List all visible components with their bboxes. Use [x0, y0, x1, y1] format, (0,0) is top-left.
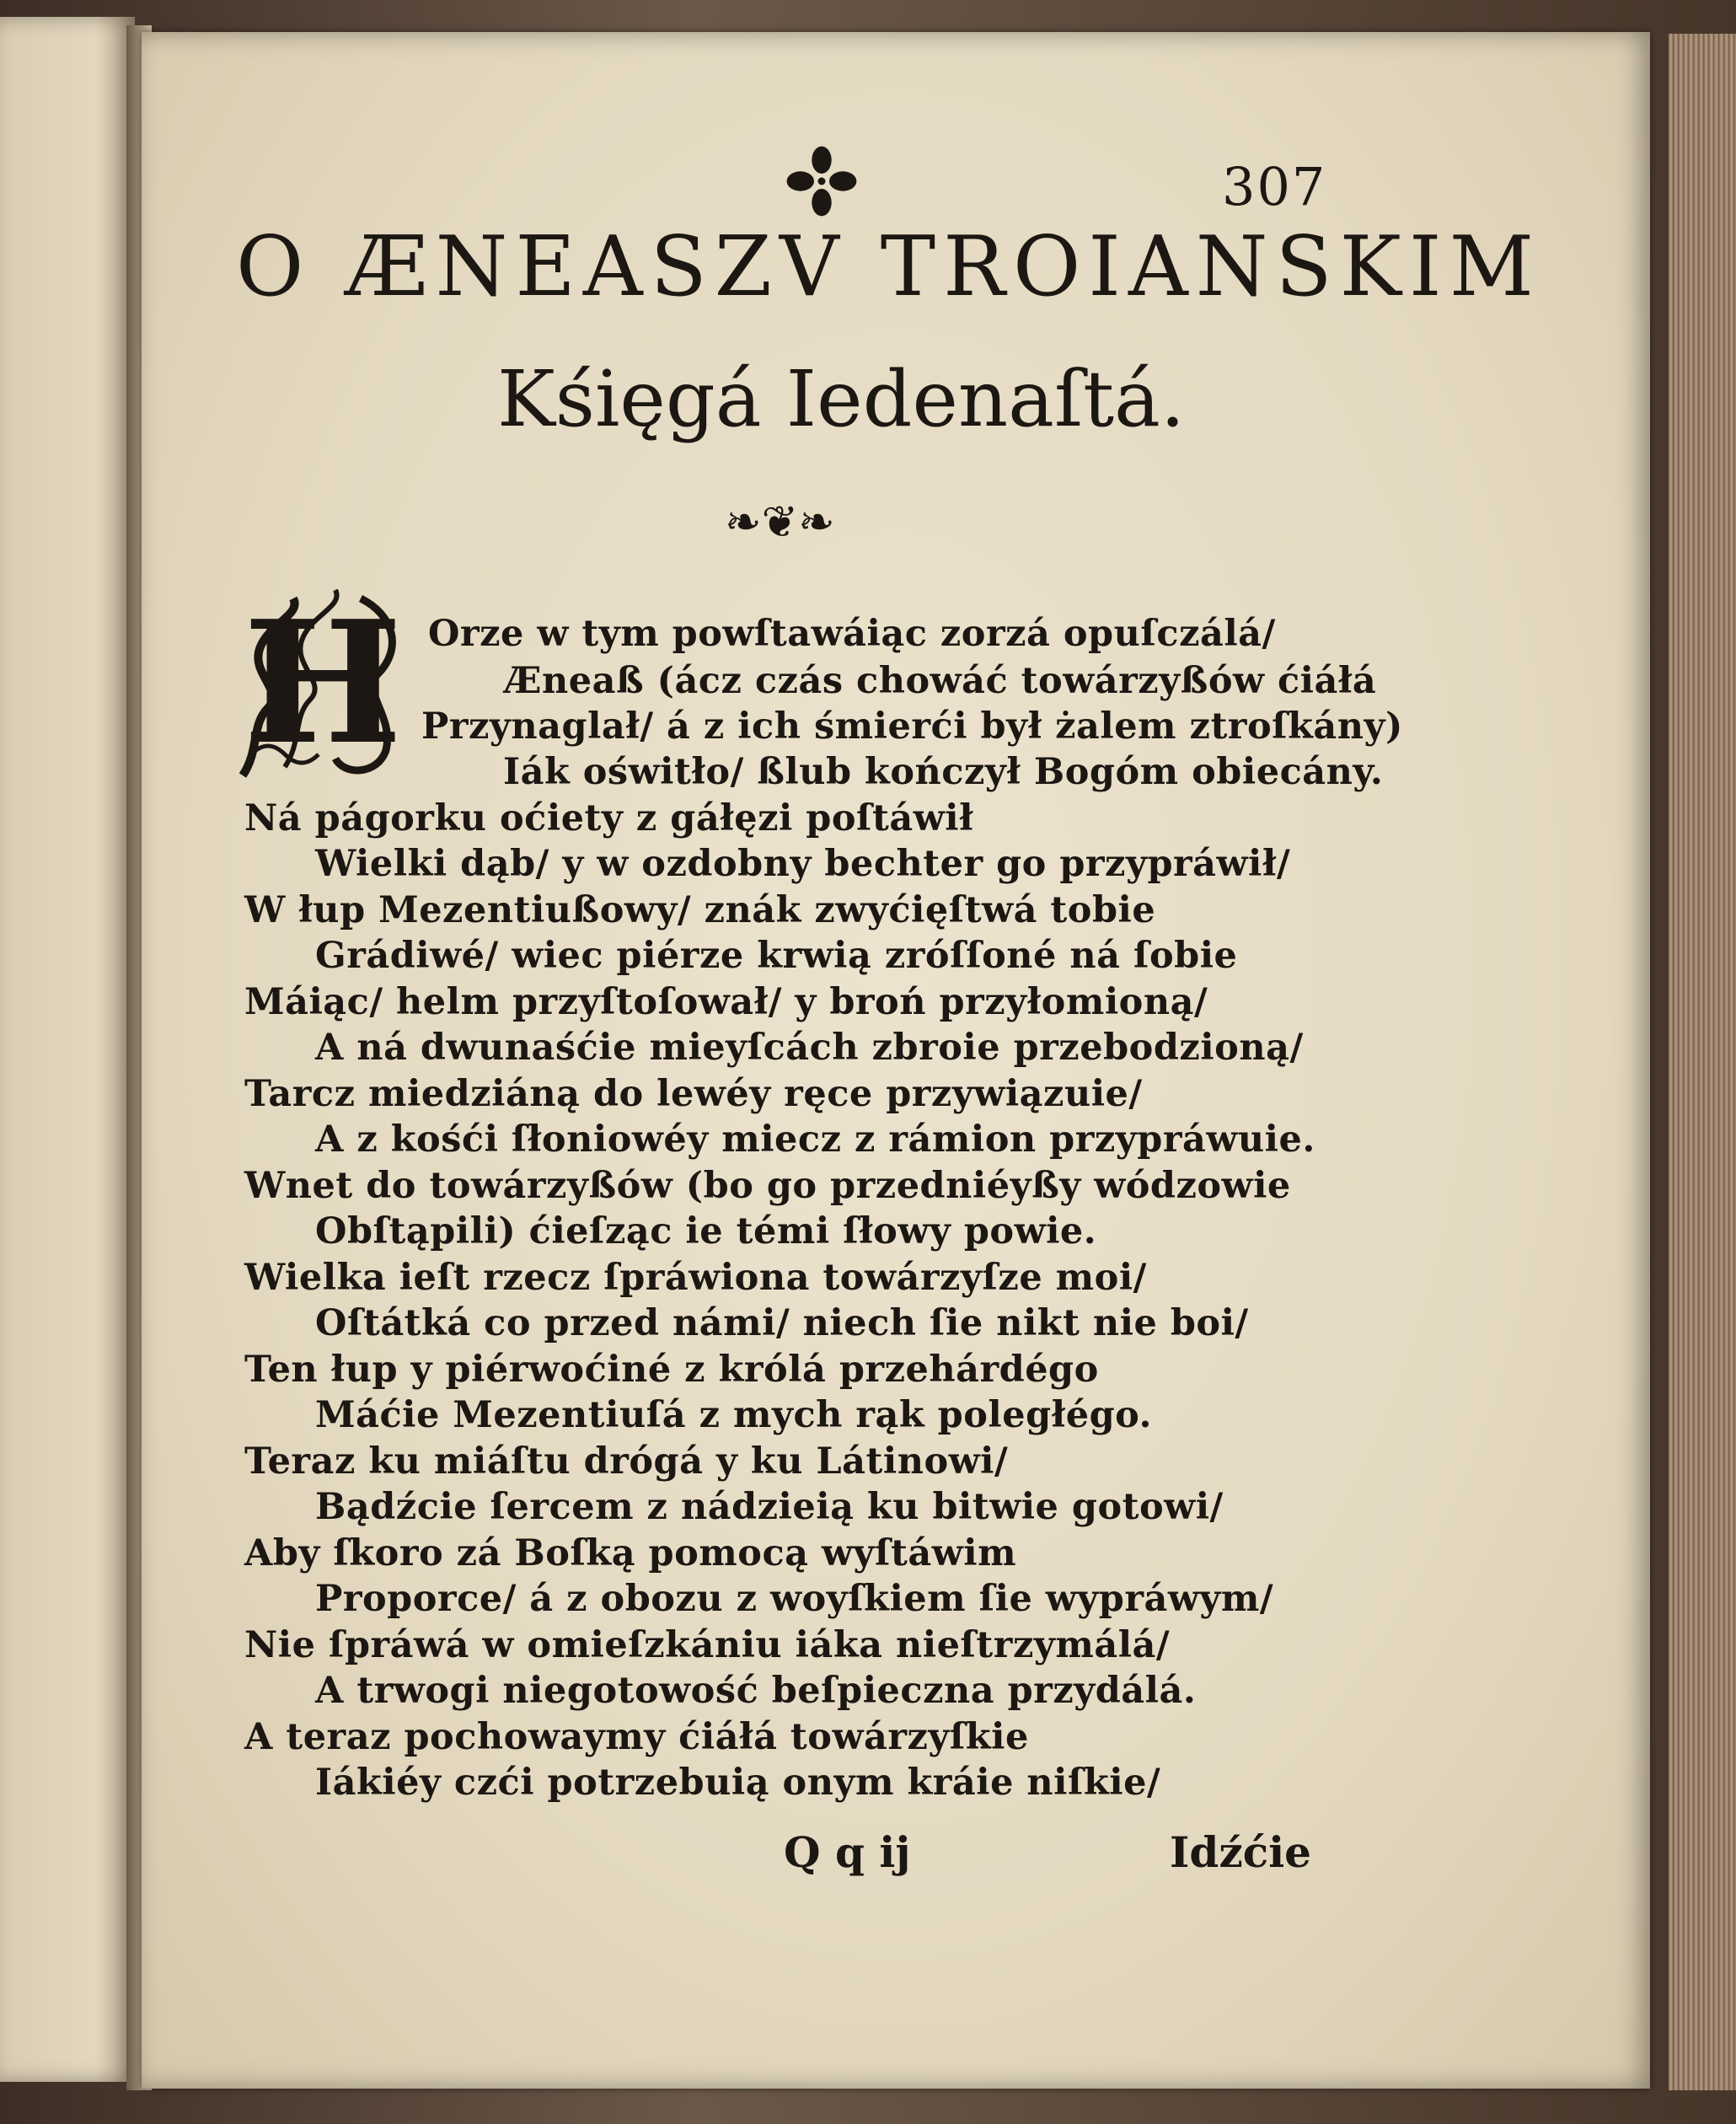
verse-line: Orze w tym powſtawáiąc zorzá opuſczálá/ [428, 613, 1276, 655]
verse-line: Oſtátká co przed námi/ niech ſie nikt nie boi/ [315, 1302, 1249, 1344]
verse-line: W łup Mezentiußowy/ znák zwyćięſtwá tobie [244, 889, 1156, 931]
verse-line: Iákiéy czći potrzebuią onym kráie niſkie/ [315, 1762, 1161, 1804]
verse-line: Wnet do towárzyßów (bo go przedniéyßy wódzowie [244, 1165, 1291, 1207]
verse-line: Máćie Mezentiuſá z mych rąk poległégo. [315, 1394, 1153, 1436]
verse-line: A ná dwunaśćie mieyſcách zbroie przebodzioną/ [315, 1027, 1304, 1069]
verse-line: A trwogi niegotowość beſpieczna przydálá. [315, 1670, 1197, 1712]
verse-line: Wielka ieſt rzecz ſpráwiona towárzyſze moi/ [244, 1257, 1147, 1299]
verse-line: Teraz ku miáſtu drógá y ku Látinowi/ [244, 1440, 1009, 1483]
verse-line: Grádiwé/ wiec piérze krwią zróſſoné ná ſobie [315, 935, 1238, 977]
page-title: O ÆNEASZV TROIANSKIM [236, 219, 1541, 315]
left-page-edge [0, 17, 135, 2082]
verse-line: A z kośći ſłoniowéy miecz z rámion przypráwuie. [315, 1118, 1315, 1161]
decorated-initial [234, 582, 411, 784]
verse-line: Wielki dąb/ y w ozdobny bechter go przypráwił/ [315, 843, 1291, 885]
verse-line: Ná págorku oćiety z gáłęzi poſtáwił [244, 797, 974, 839]
page-number: 307 [1222, 156, 1327, 217]
verse-line: Nie ſpráwá w omieſzkániu iáka nieſtrzymálá/ [244, 1624, 1171, 1666]
verse-line: Bądźcie ſercem z nádzieią ku bitwie gotowi/ [315, 1486, 1224, 1528]
verse-line: Obſtąpili) ćieſząc ie témi ſłowy powie. [315, 1210, 1097, 1252]
verse-line: Proporce/ á z obozu z woyſkiem ſie wypráwym/ [315, 1578, 1274, 1620]
verse-line: Máiąc/ helm przyſtoſował/ y broń przyłomioną/ [244, 981, 1208, 1023]
verse-line: Przynaglał/ á z ich śmierći był żalem ztroſkány) [421, 705, 1403, 748]
verse-line: Æneaß (ácz czás chowáć towárzyßów ćiáłá [504, 660, 1377, 702]
section-ornament: ❧❦❧ [725, 497, 835, 548]
verse-line: Aby ſkoro zá Boſką pomocą wyſtáwim [244, 1532, 1017, 1574]
book-subtitle: Kśięgá Iedenaſtá. [497, 354, 1186, 444]
verse-line: Tarcz miedziáną do lewéy ręce przywiązuie/ [244, 1073, 1143, 1115]
signature-mark: Q q ij [784, 1827, 911, 1877]
verse-line: Ten łup y piérwoćiné z królá przehárdégo [244, 1349, 1099, 1391]
initial-letter: H [243, 584, 403, 782]
page-stack-edges [1669, 34, 1736, 2090]
verse-line: Iák oświtło/ ßlub kończył Bogóm obiecány. [503, 751, 1384, 793]
fleuron-ornament-icon [784, 143, 860, 219]
verse-line: A teraz pochowaymy ćiáłá towárzyſkie [244, 1716, 1029, 1758]
catchword: Idźćie [1170, 1827, 1311, 1877]
